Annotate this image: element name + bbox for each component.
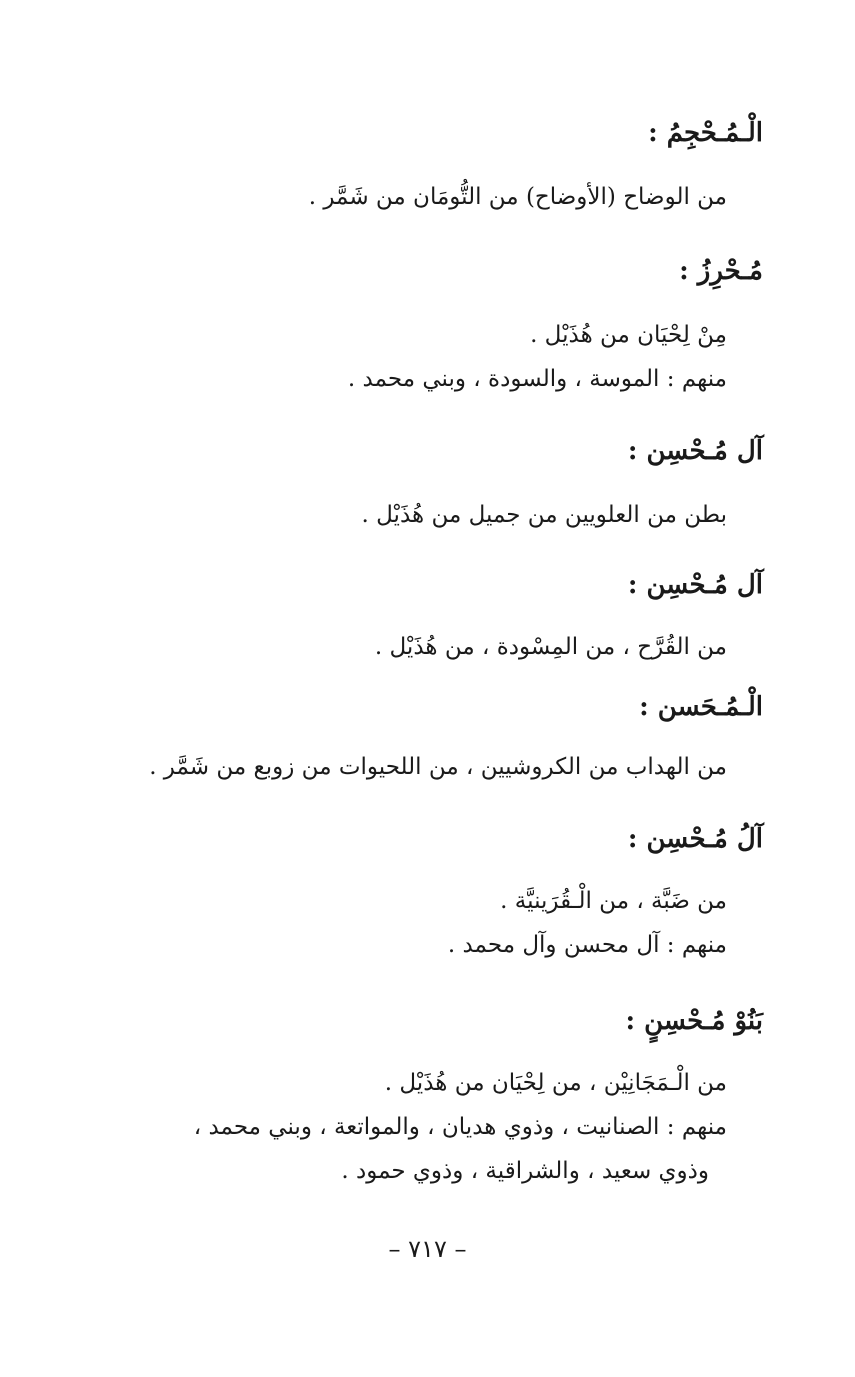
entry-members: منهم : الصنانيت ، وذوي هديان ، والمواتعة ، وبني محمد ،: [193, 1114, 727, 1140]
entry-heading-al-muhsin-2: آل مُـحْسِن :: [627, 570, 763, 600]
entry-text: مِنْ لِحْيَان من هُذَيْل .: [530, 322, 727, 348]
entry-text: من ضَبَّة ، من الْـقُرَينيَّة .: [500, 888, 727, 914]
entry-heading-almuhasan: الْـمُـحَسن :: [639, 692, 763, 722]
entry-text: من الْـمَجَانِيْن ، من لِحْيَان من هُذَيْل .: [384, 1070, 727, 1096]
entry-heading-al-muhsin-1: آل مُـحْسِن :: [627, 436, 763, 466]
entry-heading-almuhjim: الْـمُـحْجِمُ :: [648, 118, 763, 148]
entry-text: بطن من العلويين من جميل من هُذَيْل .: [361, 502, 727, 528]
page-number: – ٧١٧ –: [388, 1235, 467, 1263]
entry-heading-muhriz: مُـحْرِزُ :: [679, 256, 763, 286]
entry-members-continued: وذوي سعيد ، والشراقية ، وذوي حمود .: [341, 1158, 709, 1184]
entry-heading-alu-muhsin: آلُ مُـحْسِن :: [627, 824, 763, 854]
entry-text: من القُرَّح ، من المِسْودة ، من هُذَيْل .: [374, 634, 727, 660]
entry-text: من الهداب من الكروشيين ، من اللحيوات من زوبع من شَمَّر .: [149, 754, 727, 780]
entry-heading-banu-muhsin: بَنُوْ مُـحْسِنٍ :: [625, 1006, 763, 1036]
entry-members: منهم : الموسة ، والسودة ، وبني محمد .: [347, 366, 727, 392]
entry-text: من الوضاح (الأوضاح) من التُّومَان من شَمَّر .: [308, 184, 727, 210]
entry-members: منهم : آل محسن وآل محمد .: [447, 932, 727, 958]
